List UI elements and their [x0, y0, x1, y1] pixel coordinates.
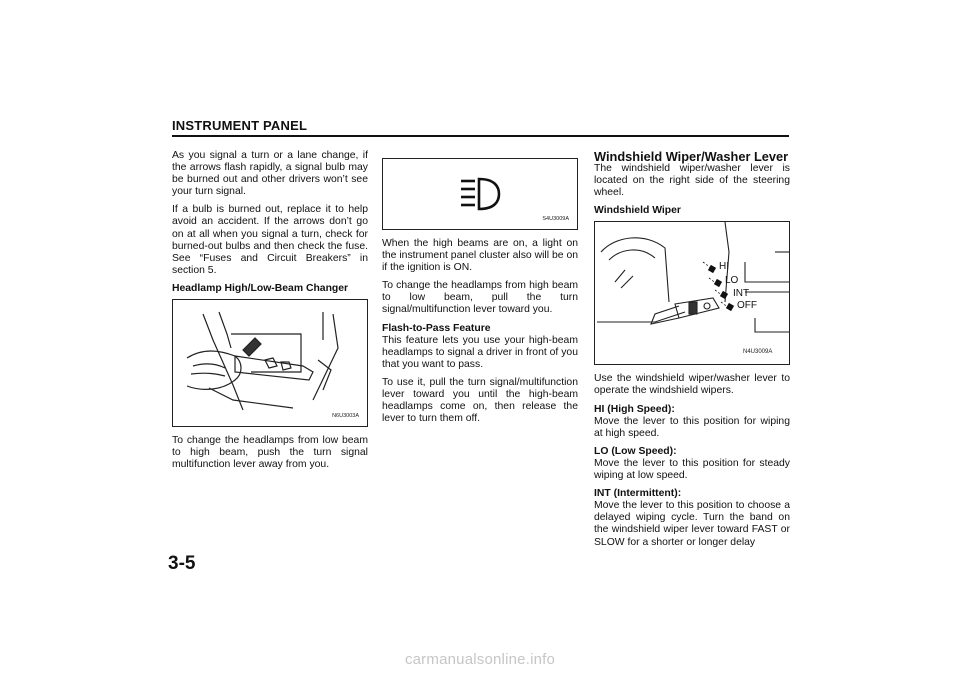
headlamp-lever-figure — [172, 299, 368, 427]
item-heading: LO (Low Speed): — [594, 445, 677, 457]
section-subheading: Flash-to-Pass Feature — [382, 322, 491, 334]
header-rule — [172, 135, 789, 137]
figure-code: N4U3009A — [743, 349, 773, 356]
figure-code: N6U3003A — [332, 412, 359, 419]
page-number: 3-5 — [168, 553, 196, 574]
wiper-lo-label: LO — [725, 275, 739, 287]
wiper-lever-figure — [594, 221, 790, 365]
wiper-hi-label: HI — [719, 261, 729, 273]
paragraph: Move the lever to this position to choose a delayed wiping cycle. Turn the band on the windshield wiper lever toward FAST or SLOW for a shorter or longer delay — [594, 500, 790, 548]
column-left — [172, 150, 368, 477]
hand-on-lever-illustration — [173, 300, 367, 426]
paragraph: To use it, pull the turn signal/multifunction lever toward you until the high-beam headlamps come on, then release the lever to turn them off. — [382, 376, 578, 425]
high-beam-indicator-figure — [382, 158, 578, 230]
section-heading: Windshield Wiper/Washer Lever — [594, 149, 789, 164]
section-subheading: Windshield Wiper — [594, 205, 681, 217]
watermark: carmanualsonline.info — [404, 651, 556, 668]
paragraph: To change the headlamps from low beam to high beam, push the turn signal multifunction lever away from you. — [172, 435, 368, 471]
paragraph: The windshield wiper/washer lever is located on the right side of the steering wheel. — [594, 163, 790, 199]
wiper-int-label: INT — [733, 288, 750, 300]
section-heading: Headlamp High/Low-Beam Changer — [172, 282, 349, 294]
item-heading: INT (Intermittent): — [594, 488, 682, 500]
paragraph: When the high beams are on, a light on the instrument panel cluster also will be on if the ignition is ON. — [382, 238, 578, 274]
paragraph: Use the windshield wiper/washer lever to operate the windshield wipers. — [594, 373, 790, 397]
wiper-lever-illustration — [595, 222, 789, 364]
paragraph: If a bulb is burned out, replace it to help avoid an accident. If the arrows don’t go on at all when you signal a turn, check for burned-out bulbs and then check the fuse. See “Fuses and Circuit Breakers” in section 5. — [172, 204, 368, 276]
column-middle — [382, 158, 578, 431]
paragraph: As you signal a turn or a lane change, if the arrows flash rapidly, a signal bulb may be burned out and other drivers won’t see your turn signal. — [172, 150, 368, 198]
column-right — [594, 150, 790, 555]
header-title: INSTRUMENT PANEL — [172, 118, 308, 133]
item-heading: HI (High Speed): — [594, 403, 675, 415]
paragraph: Move the lever to this position for wiping at high speed. — [594, 415, 790, 439]
figure-code: S4U3009A — [542, 215, 569, 222]
paragraph: Move the lever to this position for steady wiping at low speed. — [594, 457, 790, 482]
wiper-off-label: OFF — [737, 300, 757, 312]
paragraph: This feature lets you use your high-beam headlamps to signal a driver in front of you that you want to pass. — [382, 334, 578, 370]
paragraph: To change the headlamps from high beam to low beam, pull the turn signal/multifunction lever toward you. — [382, 280, 578, 316]
